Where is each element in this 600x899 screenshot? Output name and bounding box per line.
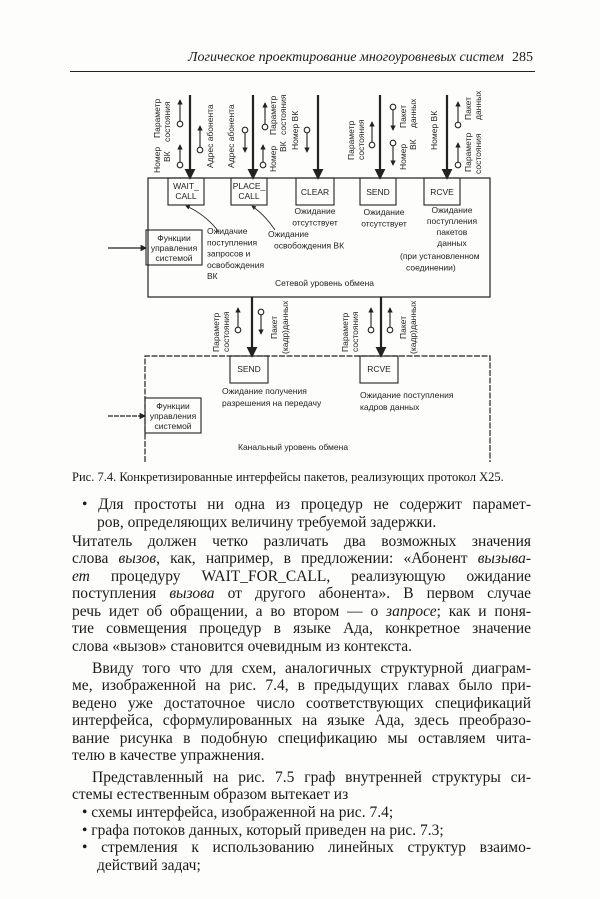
data-couple-circle: [260, 162, 266, 168]
text-segment: Представленный на рис. 7.5 граф внутренней структуры си-: [92, 769, 531, 786]
text-segment: от другого абонента». В первом случае: [214, 585, 531, 602]
text-line: [72, 568, 531, 586]
text-segment: ров, определяющих величину требуемой задержки.: [97, 514, 437, 531]
text-line: [82, 822, 444, 840]
note-place-call: освобождения ВК: [274, 240, 345, 251]
text-line: [72, 550, 531, 568]
text-line: [82, 496, 531, 514]
data-couple-circle: [390, 140, 396, 146]
text-segment: Ввиду того что для схем, аналогичных структурной диаграм-: [92, 660, 531, 677]
label-param-sost: состояния: [473, 133, 483, 174]
label-paket-dannyh: данных: [408, 98, 418, 128]
label-param-sost: состояния: [221, 311, 231, 352]
label-nomer-vk: Номер: [398, 143, 408, 170]
label-adres-abonenta: Адрес абонента: [205, 104, 215, 168]
procedure-name: CALL: [238, 191, 260, 201]
procedure-name: CALL: [175, 191, 197, 201]
text-segment: Читатель должен четко различать два возможных значения: [72, 533, 531, 550]
note-link-send: разрешения на передачу: [222, 398, 322, 408]
note-wait-call: поступления: [207, 237, 258, 248]
data-couple-circle: [368, 327, 374, 333]
label-paket-kadr: (кадр)данных: [408, 300, 418, 354]
data-couple-circle: [455, 162, 461, 168]
data-couple-circle: [177, 121, 183, 127]
network-level-label: Сетевой уровень обмена: [275, 278, 375, 288]
data-couple-circle: [390, 104, 396, 110]
note-place-call: Ожидание: [268, 229, 309, 239]
note-wait-call: Ожидачие: [207, 226, 248, 236]
system-control-label: системой: [154, 421, 192, 431]
page-number: 285: [512, 50, 533, 65]
label-paket-kadr: Пакет: [269, 316, 279, 339]
text-segment: стемы естественным образом вытекает из: [72, 786, 349, 803]
note-rcve: пакетов: [436, 227, 468, 237]
label-param-sost: Параметр: [211, 312, 221, 352]
data-couple-circle: [258, 309, 264, 315]
text-segment: слова «вызов» становится очевидным из контекста.: [72, 638, 413, 655]
data-couple-circle: [455, 122, 461, 128]
text-segment: вание рисунка в подобную спецификацию мы оставляем чита-: [72, 730, 531, 747]
text-segment: • Для простоты ни одна из процедур не содержит парамет-: [82, 496, 531, 513]
system-control-label: управления: [149, 411, 197, 421]
data-couple-circle: [177, 162, 183, 168]
data-couple-circle: [262, 124, 268, 130]
system-control-label: Функции: [157, 233, 191, 243]
italic-term: ет: [72, 568, 90, 585]
text-segment: интерфейса, сформулированных на языке Ада, здесь преобразо-: [72, 712, 531, 729]
label-paket-dannyh: Пакет: [463, 97, 473, 120]
text-line: [72, 585, 531, 603]
note-wait-call: запросов и: [207, 248, 251, 259]
label-paket-kadr: (кадр)данных: [280, 300, 290, 354]
italic-term: вызыва-: [477, 550, 532, 567]
note-rcve: поступления: [426, 216, 478, 226]
label-param-sost: Параметр: [268, 95, 278, 135]
text-line: [82, 839, 531, 857]
text-segment: поступления: [72, 585, 170, 602]
text-line: [72, 533, 531, 551]
procedure-name: PLACE_: [232, 181, 266, 191]
data-couple-circle: [197, 147, 203, 153]
data-couple-circle: [369, 142, 375, 148]
text-segment: ведено уже достаточное число соответствующих спецификаций: [72, 695, 531, 712]
note-rcve: Ожидание: [431, 205, 473, 215]
text-segment: ме, изображенной на рис. 7.4, в предыдущих главах было при-: [72, 677, 531, 694]
italic-term: вызова: [169, 585, 215, 602]
label-nomer-vk: ВК: [278, 141, 288, 152]
pointer-arrow: [252, 206, 275, 230]
data-couple-circle: [235, 327, 241, 333]
text-segment: ; как и поня-: [436, 603, 531, 620]
label-nomer-vk: Номер ВК: [429, 110, 439, 150]
text-segment: телю в качестве упражнения.: [72, 747, 265, 764]
label-paket-dannyh: данных: [473, 90, 483, 120]
note-clear: отсутствует: [292, 217, 338, 228]
label-param-sost: Параметр: [346, 120, 356, 160]
link-level-label: Канальный уровень обмена: [238, 442, 349, 452]
procedure-name: RCVE: [367, 364, 391, 374]
note-link-rcve: Ожидание поступления: [360, 390, 454, 400]
label-nomer-vk: Номер: [268, 145, 278, 172]
note-wait-call: ВК: [207, 271, 218, 282]
data-couple-circle: [304, 127, 310, 133]
procedure-name: RCVE: [430, 187, 454, 197]
label-paket-kadr: Пакет: [398, 316, 408, 339]
label-param-sost: состояния: [162, 101, 172, 142]
note-rcve: данных: [437, 238, 467, 248]
text-segment: • стремления к использованию линейных структур взаимо-: [82, 839, 531, 856]
data-couple-circle: [242, 127, 248, 133]
label-nomer-vk: Номер: [152, 146, 162, 173]
system-control-label: управления: [150, 243, 198, 253]
label-param-sost: состояния: [356, 119, 366, 160]
text-segment: • схемы интерфейса, изображенной на рис. 7.4;: [82, 804, 394, 821]
label-nomer-vk: Номер ВК: [290, 110, 300, 150]
text-line: [72, 786, 348, 804]
text-line: [72, 730, 531, 748]
label-param-sost: Параметр: [340, 312, 350, 352]
system-control-label: Функции: [156, 401, 190, 411]
text-line: [72, 747, 264, 765]
text-line: [72, 603, 531, 621]
text-segment: речь идет об обращении, а во втором — о: [72, 603, 387, 620]
procedure-name: SEND: [237, 364, 261, 374]
running-header: Логическое проектирование многоуровневых систем: [188, 50, 504, 65]
text-line: [97, 514, 436, 532]
text-segment: тие совмещения процедур в языке Ада, конкретное значение: [72, 620, 531, 637]
text-segment: , как, например, в предложении: «Абонент: [156, 550, 478, 567]
label-param-sost: состояния: [278, 94, 288, 135]
label-param-sost: состояния: [350, 311, 360, 352]
label-nomer-vk: ВК: [162, 151, 172, 162]
text-line: [72, 712, 531, 730]
text-line: [92, 660, 531, 678]
note-wait-call: освобождения: [207, 259, 265, 270]
note-link-rcve: кадров данных: [360, 402, 420, 412]
label-adres-abonenta: Адрес абонента: [226, 104, 236, 168]
text-line: [97, 857, 201, 875]
italic-term: запросе: [386, 603, 437, 620]
italic-term: вызов: [118, 550, 157, 567]
procedure-name: SEND: [366, 187, 390, 197]
system-control-label: системой: [155, 253, 193, 263]
text-line: [72, 638, 412, 656]
note-rcve: (при установленном: [400, 251, 480, 261]
text-line: [72, 620, 531, 638]
text-segment: • графа потоков данных, который приведен на рис. 7.3;: [82, 822, 444, 839]
note-send: Ожидание: [363, 207, 405, 217]
label-param-sost: Параметр: [152, 98, 162, 138]
text-segment: процедуру WAIT_FOR_CALL, реализующую ожидание: [89, 568, 531, 585]
note-rcve: соединении): [406, 262, 456, 273]
text-line: [92, 769, 531, 787]
figure-caption: Рис. 7.4. Конкретизированные интерфейсы пакетов, реализующих протокол X25.: [72, 470, 504, 484]
procedure-name: WAIT_: [173, 181, 199, 191]
label-param-sost: Параметр: [463, 132, 473, 172]
note-clear: Ожидание: [294, 206, 336, 216]
note-link-send: Ожидание получения: [222, 386, 307, 396]
label-nomer-vk: ВК: [408, 139, 418, 150]
text-segment: слова: [72, 550, 119, 567]
text-line: [82, 804, 393, 822]
text-line: [72, 695, 531, 713]
note-send: отсутствует: [361, 218, 407, 229]
procedure-name: CLEAR: [300, 187, 330, 197]
data-couple-circle: [387, 327, 393, 333]
label-paket-dannyh: Пакет: [398, 105, 408, 128]
text-line: [72, 677, 531, 695]
text-segment: действий задач;: [97, 857, 201, 874]
